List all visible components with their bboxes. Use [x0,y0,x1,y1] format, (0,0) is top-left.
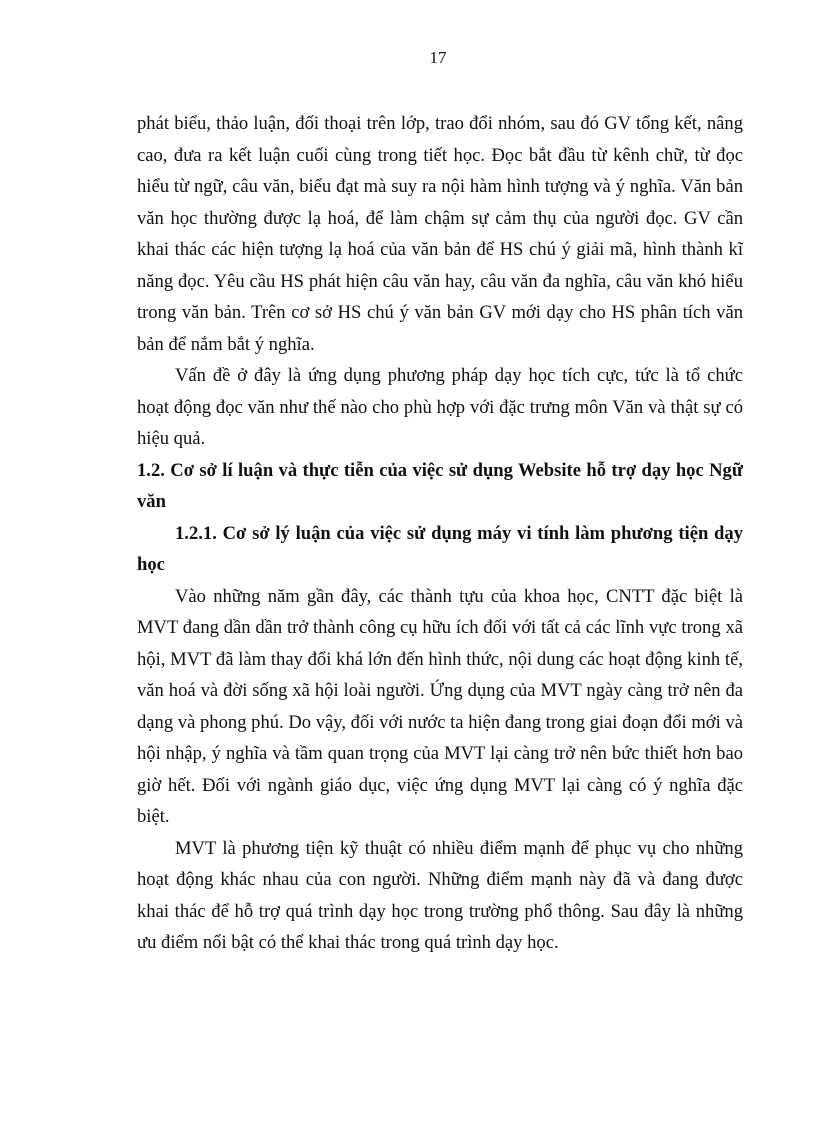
paragraph: phát biểu, thảo luận, đối thoại trên lớp, trao đổi nhóm, sau đó GV tổng kết, nâng cao, đưa ra kết luận cuối cùng trong tiết học. Đọc bắt đầu từ kênh chữ, từ đọc hiểu từ ngữ, câu văn, biểu đạt mà suy ra nội hàm hình tượng và ý nghĩa. Văn bản văn học thường được lạ hoá, để làm chậm sự cảm thụ của người đọc. GV cần khai thác các hiện tượng lạ hoá của văn bản để HS chú ý giải mã, hình thành kĩ năng đọc. Yêu cầu HS phát hiện câu văn hay, câu văn đa nghĩa, câu văn khó hiểu trong văn bản. Trên cơ sở HS chú ý văn bản GV mới dạy cho HS phân tích văn bản để nắm bắt ý nghĩa. [137,113,743,355]
subsection-heading: 1.2.1. Cơ sở lý luận của việc sử dụng máy vi tính làm phương tiện dạy học [137,522,743,575]
paragraph: Vấn đề ở đây là ứng dụng phương pháp dạy học tích cực, tức là tổ chức hoạt động đọc văn như thế nào cho phù hợp với đặc trưng môn Văn và thật sự có hiệu quả. [137,365,743,449]
document-body [137,108,743,959]
section-heading: 1.2. Cơ sở lí luận và thực tiễn của việc sử dụng Website hỗ trợ dạy học Ngữ văn [137,459,743,512]
paragraph: Vào những năm gần đây, các thành tựu của khoa học, CNTT đặc biệt là MVT đang dần dần trở thành công cụ hữu ích đối với tất cả các lĩnh vực trong xã hội, MVT đã làm thay đổi khá lớn đến hình thức, nội dung các hoạt động kinh tế, văn hoá và đời sống xã hội loài người. Ứng dụng của MVT ngày càng trở nên đa dạng và phong phú. Do vậy, đối với nước ta hiện đang trong giai đoạn đổi mới và hội nhập, ý nghĩa và tầm quan trọng của MVT lại càng trở nên bức thiết hơn bao giờ hết. Đối với ngành giáo dục, việc ứng dụng MVT lại càng có ý nghĩa đặc biệt. [137,585,743,827]
paragraph: MVT là phương tiện kỹ thuật có nhiều điểm mạnh để phục vụ cho những hoạt động khác nhau của con người. Những điểm mạnh này đã và đang được khai thác để hỗ trợ quá trình dạy học trong trường phổ thông. Sau đây là những ưu điểm nổi bật có thể khai thác trong quá trình dạy học. [137,837,743,953]
page-number: 17 [429,48,447,67]
